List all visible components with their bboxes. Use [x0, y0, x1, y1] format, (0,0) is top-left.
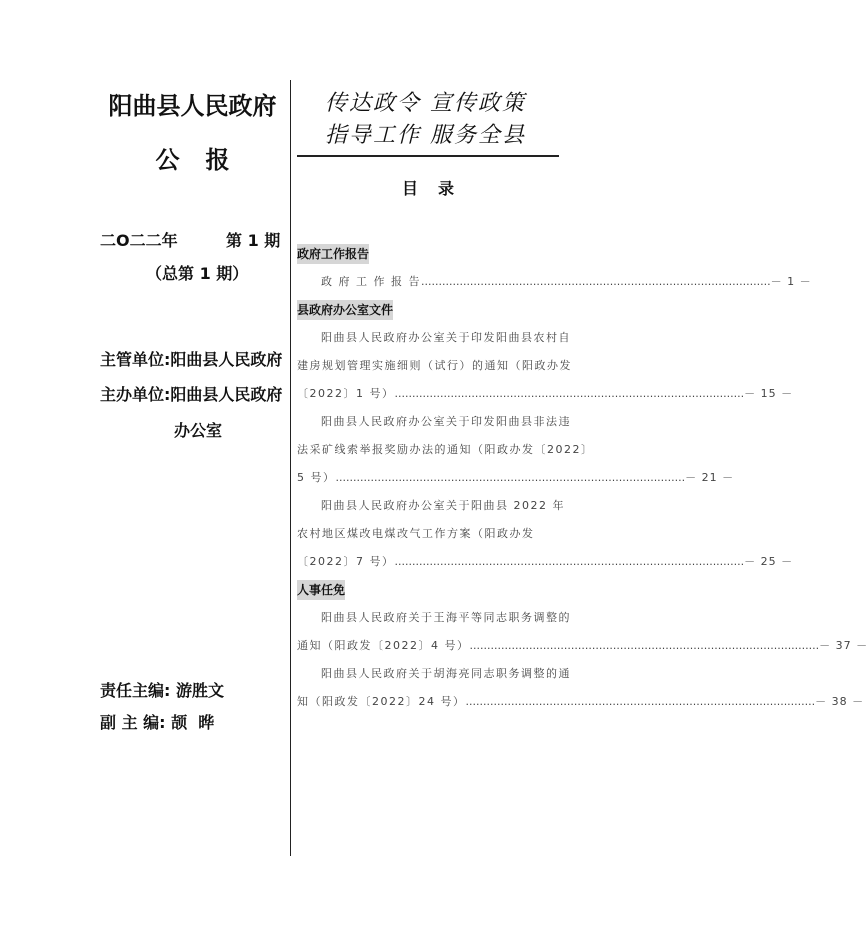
toc-title: 目录 — [401, 179, 474, 198]
toc-entry-text: 阳曲县人民政府办公室关于印发阳曲县非法违 — [321, 415, 571, 428]
chief-editor: 责任主编: 游胜文 — [100, 681, 224, 700]
toc-entry-text: 5 号） — [297, 471, 336, 484]
toc-entry[interactable] — [297, 604, 868, 660]
toc-leader-dots — [395, 380, 745, 408]
publication-subtitle: 公报 — [155, 145, 256, 174]
toc-page-number: － 25 － — [744, 555, 794, 568]
toc-entry[interactable] — [297, 492, 794, 576]
toc-leader-dots — [336, 464, 686, 492]
toc-page-number: － 38 － — [815, 695, 865, 708]
toc-entry-text: 通知（阳政发〔2022〕4 号） — [297, 639, 470, 652]
toc-page-number: － 21 － — [685, 471, 735, 484]
toc-leader-dots — [395, 548, 745, 576]
toc-entry-line — [297, 548, 794, 576]
slogan-line-2: 指导工作 服务全县 — [325, 123, 526, 148]
toc-entry-line — [297, 324, 571, 352]
toc-entry-text: 政 府 工 作 报 告 — [321, 275, 421, 288]
toc-section-row — [297, 576, 560, 604]
toc-section-heading: 人事任免 — [297, 580, 345, 600]
toc-entry-text: 建房规划管理实施细则（试行）的通知（阳政办发 — [297, 359, 572, 372]
toc-entry-text: 〔2022〕1 号） — [297, 387, 395, 400]
slogan-line-1: 传达政令 宣传政策 — [325, 91, 526, 116]
toc-leader-dots — [421, 268, 771, 296]
column-divider — [290, 80, 291, 856]
toc-entry-text: 法采矿线索举报奖励办法的通知（阳政办发〔2022〕 — [297, 443, 594, 456]
toc-entry-line — [297, 660, 571, 688]
slogan-underline — [297, 155, 559, 157]
toc-entry[interactable] — [297, 408, 735, 492]
toc-section-heading: 县政府办公室文件 — [297, 300, 393, 320]
deputy-editor: 副 主 编: 颉 晔 — [100, 713, 215, 732]
issue-number: 第 1 期 — [226, 231, 281, 250]
toc-entry-line — [297, 632, 868, 660]
toc-page-number: － 37 － — [819, 639, 868, 652]
toc-entry-line — [297, 268, 812, 296]
toc-entry-line — [297, 408, 571, 436]
toc-entry-text: 〔2022〕7 号） — [297, 555, 395, 568]
supervisor-unit: 主管单位:阳曲县人民政府 — [100, 350, 283, 369]
toc-leader-dots — [470, 632, 820, 660]
toc-section-row — [297, 240, 560, 268]
toc-leader-dots — [466, 688, 816, 716]
toc-entry-text: 农村地区煤改电煤改气工作方案（阳政办发 — [297, 527, 535, 540]
toc-section-heading: 政府工作报告 — [297, 244, 369, 264]
toc-entry-text: 知（阳政发〔2022〕24 号） — [297, 695, 466, 708]
toc-entry-line — [297, 352, 572, 380]
organizer-unit: 主办单位:阳曲县人民政府 — [100, 385, 283, 404]
toc-entry-text: 阳曲县人民政府办公室关于印发阳曲县农村自 — [321, 331, 571, 344]
toc-entry-line — [297, 492, 565, 520]
toc-entry[interactable] — [297, 268, 812, 296]
toc-entry-line — [297, 688, 865, 716]
publication-title: 阳曲县人民政府 — [108, 91, 277, 120]
issue-year: 二O二二年 — [100, 231, 178, 250]
toc-entry-line — [297, 380, 794, 408]
toc-entry-text: 阳曲县人民政府关于王海平等同志职务调整的 — [321, 611, 571, 624]
total-issue: （总第 1 期） — [146, 264, 249, 283]
toc-entry[interactable] — [297, 660, 865, 716]
toc-section-row — [297, 296, 560, 324]
toc-entry-line — [297, 520, 560, 548]
toc-page-number: － 15 － — [744, 387, 794, 400]
toc-entry-line — [297, 436, 594, 464]
toc-entry[interactable] — [297, 324, 794, 408]
toc-entry-text: 阳曲县人民政府办公室关于阳曲县 2022 年 — [321, 499, 565, 512]
toc-entry-text: 阳曲县人民政府关于胡海亮同志职务调整的通 — [321, 667, 571, 680]
table-of-contents — [297, 240, 868, 716]
organizer-unit-cont: 办公室 — [174, 421, 223, 440]
toc-page-number: － 1 － — [770, 275, 812, 288]
toc-entry-line — [297, 604, 571, 632]
toc-entry-line — [297, 464, 735, 492]
